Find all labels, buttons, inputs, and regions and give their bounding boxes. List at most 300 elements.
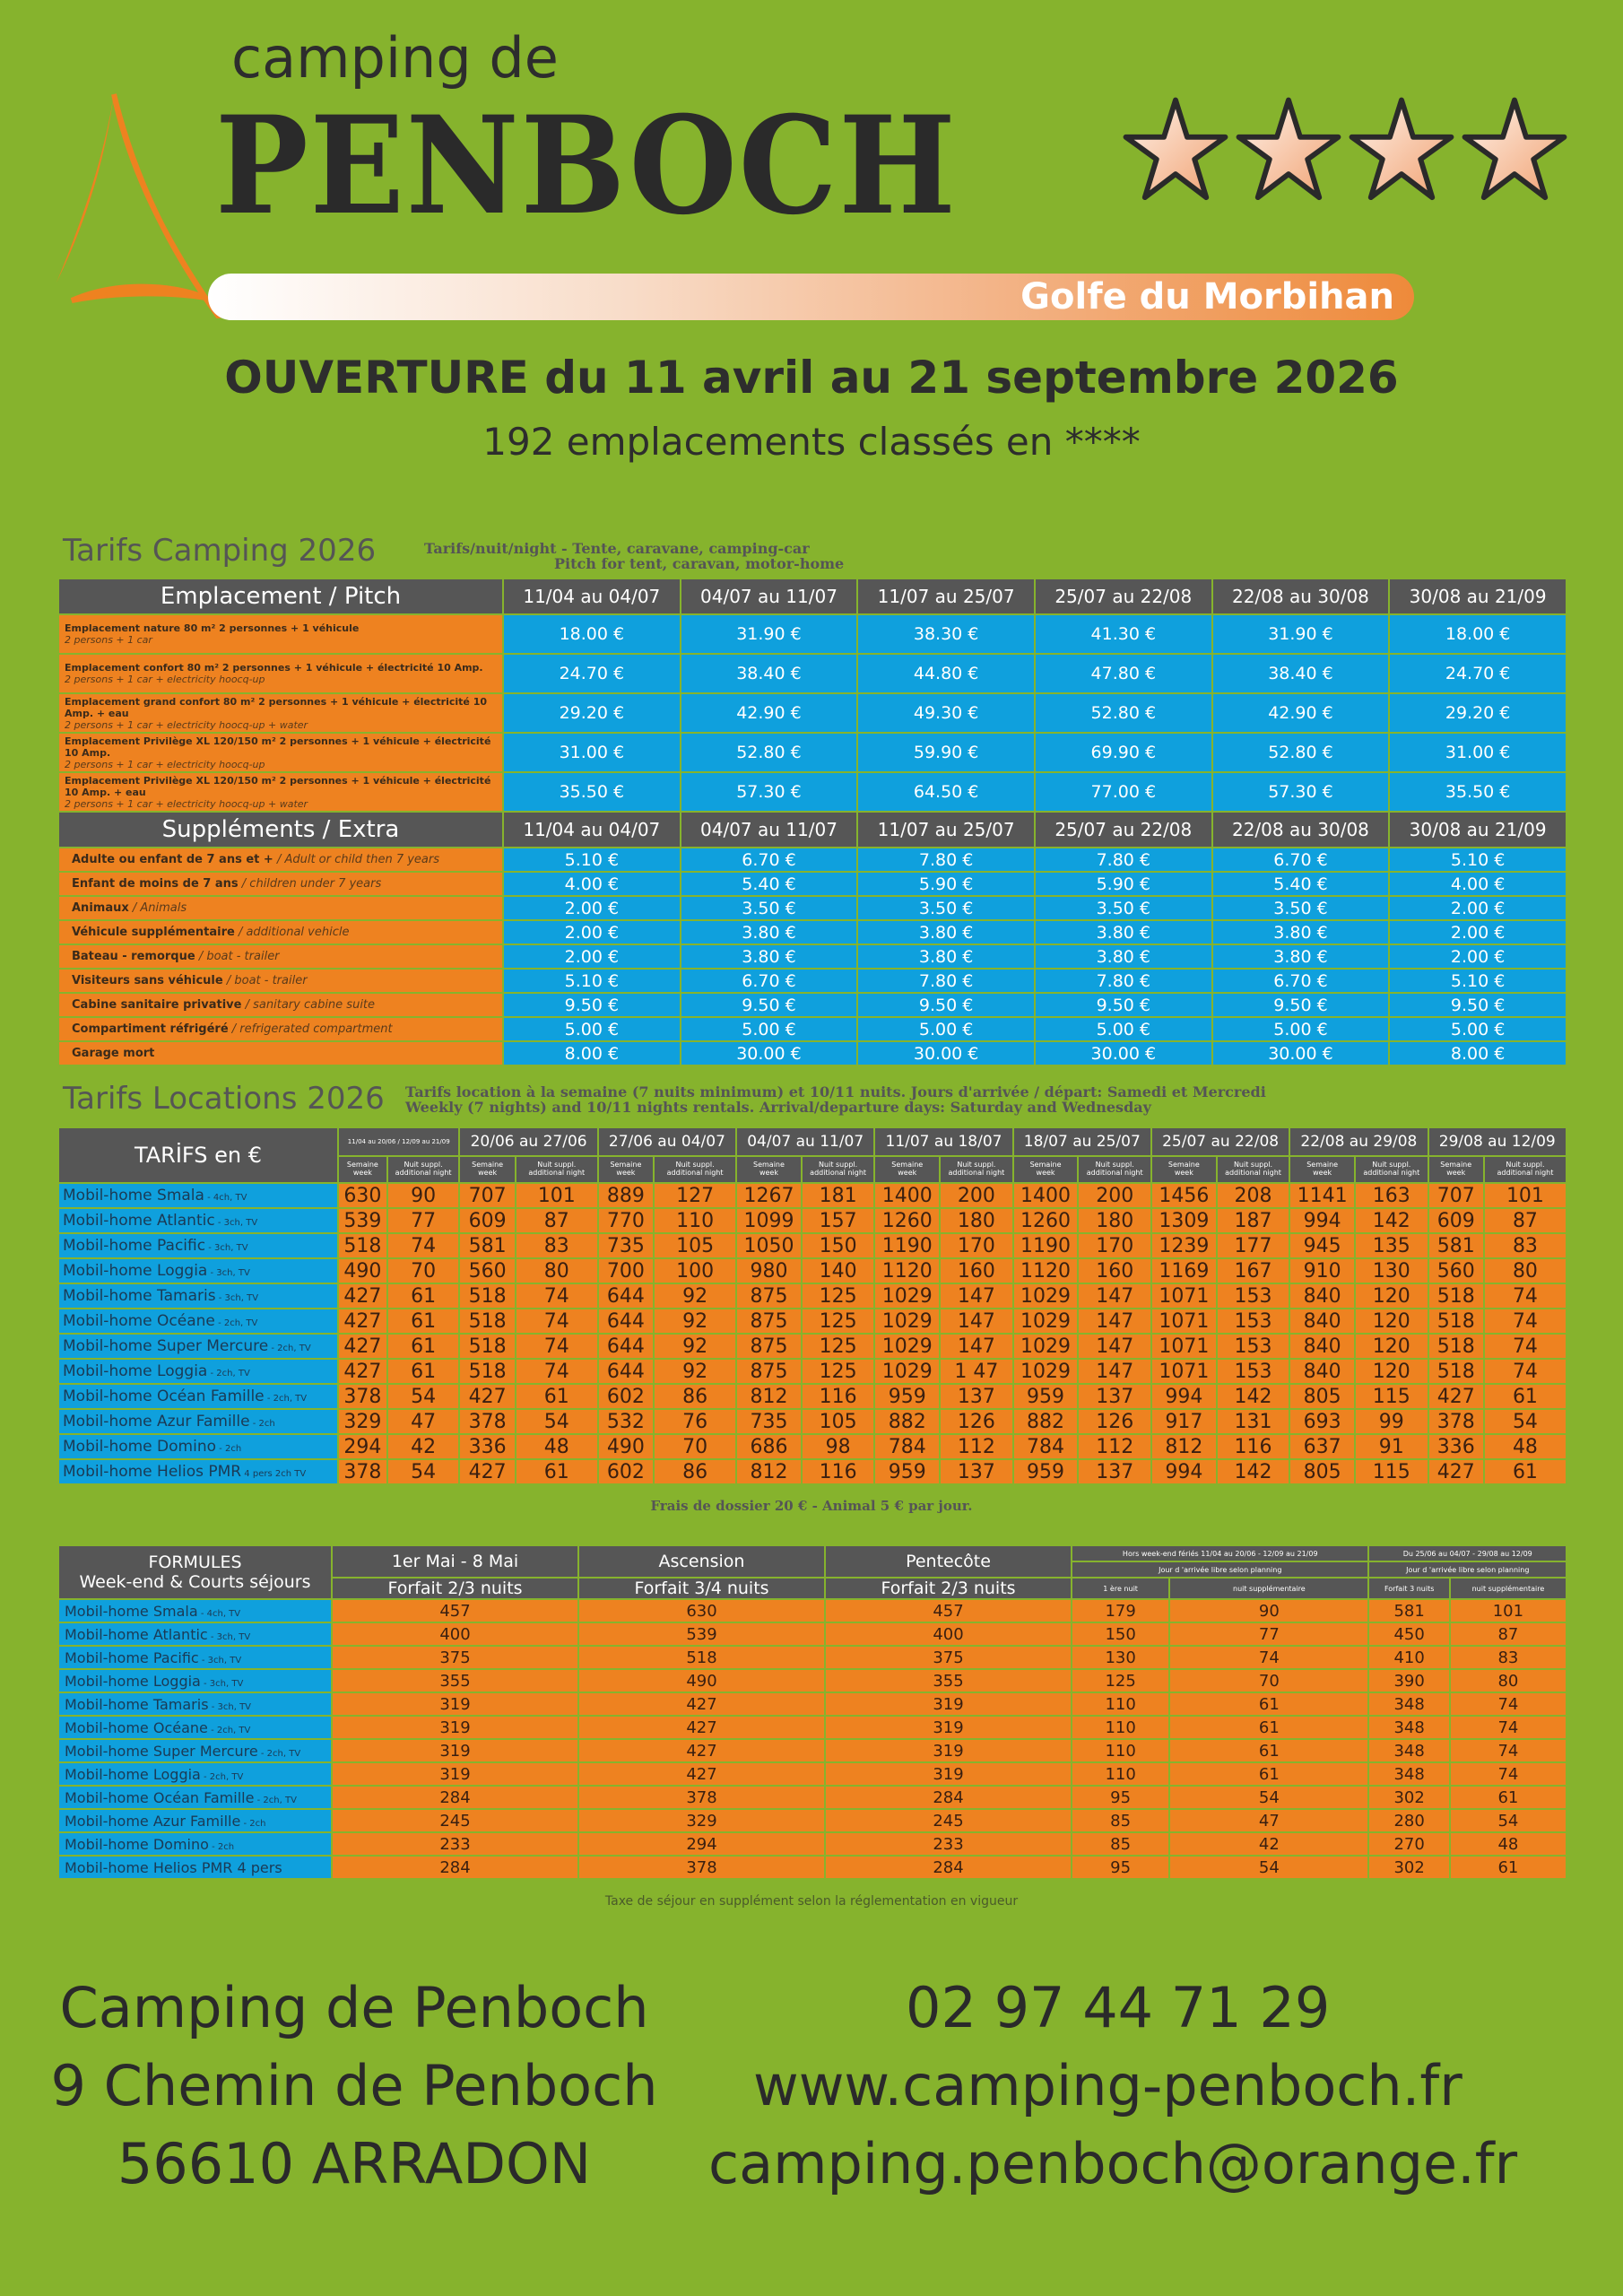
price-cell: 490 (338, 1258, 387, 1283)
period-header: 04/07 au 11/07 (736, 1127, 874, 1156)
model-name: Mobil-home Azur Famille (63, 1413, 250, 1431)
price-cell: 5.10 € (503, 969, 681, 993)
price-cell: 8.00 € (503, 1041, 681, 1065)
pitch-name-en: 2 persons + 1 car + electricity hoocq-up (65, 674, 265, 685)
price-cell: 101 (1450, 1599, 1567, 1622)
price-cell: 42 (387, 1434, 460, 1459)
table-row (58, 1692, 1567, 1716)
price-cell: 427 (578, 1739, 825, 1762)
price-cell: 80 (516, 1258, 598, 1283)
price-cell: 302 (1368, 1786, 1449, 1809)
mobile-home-name (58, 1856, 332, 1879)
price-cell: 840 (1289, 1309, 1355, 1334)
price-cell: 390 (1368, 1669, 1449, 1692)
price-cell: 994 (1151, 1459, 1217, 1484)
price-cell: 427 (459, 1459, 515, 1484)
night-subheader (387, 1156, 460, 1183)
table-row (58, 1334, 1567, 1359)
price-cell: 91 (1355, 1434, 1428, 1459)
price-cell: 9.50 € (1035, 993, 1212, 1017)
extra-name-en: / boat - trailer (195, 950, 280, 963)
price-cell: 92 (654, 1283, 736, 1309)
price-cell: 5.10 € (503, 848, 681, 872)
extra-name: Animaux (72, 901, 129, 915)
logo-subtitle: camping de (231, 25, 559, 91)
price-cell: 9.50 € (503, 993, 681, 1017)
table-row (58, 1739, 1567, 1762)
extra-label (58, 896, 503, 920)
star-rating (1123, 97, 1580, 200)
price-cell: 167 (1217, 1258, 1289, 1283)
price-cell: 142 (1355, 1208, 1428, 1233)
table-row (58, 654, 1567, 693)
table-row (58, 920, 1567, 944)
column-header: Emplacement / Pitch (58, 578, 503, 614)
price-cell: 44.80 € (857, 654, 1035, 693)
week-subheader (736, 1156, 802, 1183)
extra-name-en: / sanitary cabine suite (241, 998, 376, 1012)
price-cell: 427 (1428, 1384, 1484, 1409)
price-cell: 49.30 € (857, 693, 1035, 733)
price-cell: 319 (825, 1739, 1072, 1762)
price-cell: 917 (1151, 1409, 1217, 1434)
price-cell: 427 (578, 1692, 825, 1716)
price-cell: 105 (654, 1233, 736, 1258)
model-detail: - 2ch (216, 1444, 242, 1454)
model-detail: - 3ch, TV (205, 1243, 248, 1253)
week-subheader (1428, 1156, 1484, 1183)
table-row (58, 1309, 1567, 1334)
price-cell: 74 (1484, 1334, 1567, 1359)
price-cell: 1029 (1013, 1283, 1079, 1309)
price-cell: 31.00 € (503, 733, 681, 772)
price-cell: 83 (1450, 1646, 1567, 1669)
subheader-line: week (1174, 1169, 1193, 1177)
price-cell: 630 (338, 1183, 387, 1208)
price-cell: 602 (598, 1384, 654, 1409)
price-cell: 581 (1368, 1599, 1449, 1622)
price-cell: 518 (1428, 1359, 1484, 1384)
price-cell: 181 (802, 1183, 874, 1208)
table-row (58, 1459, 1567, 1484)
price-cell: 3.80 € (681, 920, 858, 944)
price-cell: 4.00 € (1389, 872, 1567, 896)
holiday-header: 1er Mai - 8 Mai (332, 1545, 578, 1578)
region-banner (208, 274, 1414, 320)
subheader-line: Semaine (1440, 1161, 1472, 1170)
table-row (58, 993, 1567, 1017)
mobile-home-name (58, 1809, 332, 1832)
night-subheader (802, 1156, 874, 1183)
price-cell: 644 (598, 1359, 654, 1384)
formules-corner (58, 1545, 332, 1599)
price-cell: 200 (1078, 1183, 1150, 1208)
price-cell: 5.90 € (857, 872, 1035, 896)
subheader-line: week (478, 1169, 498, 1177)
price-cell: 83 (1484, 1233, 1567, 1258)
price-cell: 61 (1169, 1716, 1368, 1739)
night-subheader (940, 1156, 1012, 1183)
price-cell: 5.00 € (1212, 1017, 1390, 1041)
table-row (58, 1183, 1567, 1208)
price-cell: 1260 (1013, 1208, 1079, 1233)
extra-name: Adulte ou enfant de 7 ans et + (72, 853, 273, 866)
table-row (58, 1622, 1567, 1646)
night-subheader (516, 1156, 598, 1183)
model-detail: - 2ch, TV (254, 1795, 297, 1805)
price-cell: 2.00 € (1389, 944, 1567, 969)
price-cell: 74 (1484, 1309, 1567, 1334)
price-cell: 74 (1450, 1762, 1567, 1786)
price-cell: 427 (338, 1309, 387, 1334)
price-cell: 115 (1355, 1459, 1428, 1484)
price-cell: 90 (387, 1183, 460, 1208)
price-cell: 130 (1072, 1646, 1169, 1669)
subheader-line: additional night (1497, 1169, 1554, 1177)
column-subheader: nuit supplémentaire (1169, 1578, 1368, 1599)
price-cell: 116 (802, 1459, 874, 1484)
price-cell: 2.00 € (503, 896, 681, 920)
rental-rates-table (57, 1126, 1567, 1485)
table-row (58, 848, 1567, 872)
price-cell: 319 (825, 1692, 1072, 1716)
contact-phone[interactable]: 02 97 44 71 29 (906, 1975, 1331, 2040)
price-cell: 74 (387, 1233, 460, 1258)
extra-name-en: / Animals (128, 901, 187, 915)
price-cell: 160 (940, 1258, 1012, 1283)
contact-city: 56610 ARRADON (117, 2131, 592, 2196)
model-detail: - 2ch (249, 1419, 275, 1429)
mobile-home-name (58, 1459, 338, 1484)
price-cell: 378 (578, 1786, 825, 1809)
price-cell: 644 (598, 1309, 654, 1334)
price-cell: 77 (1169, 1622, 1368, 1646)
price-cell: 1120 (874, 1258, 940, 1283)
table-row (58, 1258, 1567, 1283)
model-name: Mobil-home Pacific (65, 1648, 199, 1666)
price-cell: 41.30 € (1035, 614, 1212, 654)
price-cell: 427 (338, 1334, 387, 1359)
price-cell: 127 (654, 1183, 736, 1208)
price-cell: 770 (598, 1208, 654, 1233)
price-cell: 294 (338, 1434, 387, 1459)
subheader-line: week (1446, 1169, 1466, 1177)
mobile-home-name (58, 1762, 332, 1786)
price-cell: 74 (1484, 1359, 1567, 1384)
extra-label (58, 872, 503, 896)
mobile-home-name (58, 1359, 338, 1384)
subheader-line: week (898, 1169, 917, 1177)
pitch-name: Emplacement confort 80 m² 2 personnes + 1 véhicule + électricité 10 Amp. (65, 662, 483, 674)
period-header: 11/04 au 20/06 / 12/09 au 21/09 (338, 1127, 459, 1156)
price-cell: 3.80 € (681, 944, 858, 969)
price-cell: 427 (459, 1384, 515, 1409)
period-header: 25/07 au 22/08 (1035, 578, 1212, 614)
price-cell: 3.80 € (857, 944, 1035, 969)
price-cell: 410 (1368, 1646, 1449, 1669)
subheader-line: week (352, 1169, 372, 1177)
brand-name: PENBOCH (215, 87, 958, 245)
price-cell: 355 (825, 1669, 1072, 1692)
price-cell: 61 (1169, 1739, 1368, 1762)
period-header: 22/08 au 30/08 (1212, 578, 1390, 614)
star-icon (1123, 97, 1228, 203)
subheader-line: week (1313, 1169, 1332, 1177)
price-cell: 581 (459, 1233, 515, 1258)
package-header: Forfait 2/3 nuits (332, 1578, 578, 1599)
price-cell: 1400 (874, 1183, 940, 1208)
price-cell: 532 (598, 1409, 654, 1434)
price-cell: 101 (516, 1183, 598, 1208)
price-cell: 85 (1072, 1832, 1169, 1856)
week-subheader (1151, 1156, 1217, 1183)
price-cell: 74 (516, 1283, 598, 1309)
price-cell: 4.00 € (503, 872, 681, 896)
period-header: 22/08 au 29/08 (1289, 1127, 1428, 1156)
mobile-home-name (58, 1233, 338, 1258)
region-label: Golfe du Morbihan (1020, 276, 1394, 317)
table-header-row (58, 1545, 1567, 1561)
extra-name-en: / refrigerated compartment (228, 1022, 393, 1036)
price-cell: 208 (1217, 1183, 1289, 1208)
extra-name: Véhicule supplémentaire (72, 926, 235, 939)
price-cell: 31.90 € (681, 614, 858, 654)
price-cell: 200 (940, 1183, 1012, 1208)
subheader-line: Semaine (753, 1161, 785, 1170)
period-header: 20/06 au 27/06 (459, 1127, 597, 1156)
price-cell: 959 (874, 1384, 940, 1409)
price-cell: 319 (825, 1762, 1072, 1786)
price-cell: 609 (1428, 1208, 1484, 1233)
price-cell: 518 (578, 1646, 825, 1669)
price-cell: 110 (1072, 1692, 1169, 1716)
price-cell: 5.00 € (857, 1017, 1035, 1041)
subheader-line: week (759, 1169, 778, 1177)
subheader-line: additional night (948, 1169, 1005, 1177)
model-name: Mobil-home Océane (65, 1718, 208, 1736)
model-name: Mobil-home Loggia (65, 1765, 201, 1783)
extra-name: Enfant de moins de 7 ans (72, 877, 239, 891)
table-row (58, 733, 1567, 772)
subheader-line: Semaine (1306, 1161, 1339, 1170)
price-cell: 137 (1078, 1384, 1150, 1409)
price-cell: 147 (940, 1283, 1012, 1309)
pitch-name: Emplacement grand confort 80 m² 2 personnes + 1 véhicule + électricité 10 Amp. + eau (65, 695, 488, 719)
pitch-name: Emplacement Privilège XL 120/150 m² 2 personnes + 1 véhicule + électricité 10 Amp. (65, 735, 491, 759)
price-cell: 2.00 € (1389, 920, 1567, 944)
price-cell: 294 (578, 1832, 825, 1856)
price-cell: 86 (654, 1459, 736, 1484)
period-header: 11/04 au 04/07 (503, 812, 681, 848)
subheader-line: additional night (1225, 1169, 1281, 1177)
price-cell: 86 (654, 1384, 736, 1409)
price-cell: 3.80 € (1035, 920, 1212, 944)
price-cell: 994 (1151, 1384, 1217, 1409)
price-cell: 707 (1428, 1183, 1484, 1208)
price-cell: 147 (1078, 1334, 1150, 1359)
model-name: Mobil-home Azur Famille (65, 1812, 241, 1830)
period-header: 27/06 au 04/07 (598, 1127, 736, 1156)
contact-address: 9 Chemin de Penboch (50, 2053, 658, 2118)
price-cell: 52.80 € (1212, 733, 1390, 772)
price-cell: 170 (940, 1233, 1012, 1258)
mobile-home-name (58, 1384, 338, 1409)
table-row (58, 944, 1567, 969)
mobile-home-name (58, 1622, 332, 1646)
price-cell: 1029 (1013, 1334, 1079, 1359)
price-cell: 64.50 € (857, 772, 1035, 812)
price-cell: 329 (578, 1809, 825, 1832)
price-cell: 18.00 € (503, 614, 681, 654)
model-detail: - 2ch, TV (207, 1369, 250, 1378)
price-cell: 76 (654, 1409, 736, 1434)
price-cell: 1029 (1013, 1309, 1079, 1334)
price-cell: 179 (1072, 1599, 1169, 1622)
price-cell: 1169 (1151, 1258, 1217, 1283)
price-cell: 150 (802, 1233, 874, 1258)
period-header: 11/04 au 04/07 (503, 578, 681, 614)
price-cell: 157 (802, 1208, 874, 1233)
price-cell: 378 (578, 1856, 825, 1879)
price-cell: 105 (802, 1409, 874, 1434)
price-cell: 110 (1072, 1762, 1169, 1786)
price-cell: 61 (1169, 1692, 1368, 1716)
price-cell: 3.80 € (1212, 944, 1390, 969)
price-cell: 284 (332, 1856, 578, 1879)
price-cell: 8.00 € (1389, 1041, 1567, 1065)
price-cell: 140 (802, 1258, 874, 1283)
price-cell: 57.30 € (681, 772, 858, 812)
price-cell: 61 (387, 1309, 460, 1334)
price-cell: 9.50 € (857, 993, 1035, 1017)
model-name: Mobil-home Océan Famille (63, 1387, 265, 1405)
model-detail: - 2ch, TV (214, 1318, 258, 1328)
price-cell: 125 (802, 1334, 874, 1359)
price-cell: 875 (736, 1283, 802, 1309)
note-line: Tarifs location à la semaine (7 nuits minimum) et 10/11 nuits. Jours d'arrivée / départ: Samedi et Mercredi (405, 1083, 1266, 1100)
extra-name: Cabine sanitaire privative (72, 998, 242, 1012)
price-cell: 427 (338, 1283, 387, 1309)
price-cell: 120 (1355, 1283, 1428, 1309)
column-subheader: nuit supplémentaire (1450, 1578, 1567, 1599)
price-cell: 42 (1169, 1832, 1368, 1856)
table-row (58, 1832, 1567, 1856)
period-header: 11/07 au 18/07 (874, 1127, 1012, 1156)
period-header: 18/07 au 25/07 (1013, 1127, 1151, 1156)
price-cell: 3.80 € (1212, 920, 1390, 944)
price-cell: 319 (825, 1716, 1072, 1739)
price-cell: 120 (1355, 1309, 1428, 1334)
model-detail: - 3ch, TV (207, 1268, 250, 1278)
price-cell: 110 (1072, 1739, 1169, 1762)
extra-label (58, 993, 503, 1017)
price-cell: 38.40 € (681, 654, 858, 693)
table-row (58, 1434, 1567, 1459)
model-name: Mobil-home Atlantic (65, 1625, 208, 1643)
price-cell: 700 (598, 1258, 654, 1283)
column-subheader: Forfait 3 nuits (1368, 1578, 1449, 1599)
model-detail: - 2ch, TV (207, 1725, 251, 1735)
price-cell: 180 (1078, 1208, 1150, 1233)
model-name: Mobil-home Loggia (65, 1672, 201, 1690)
table-row (58, 614, 1567, 654)
contact-website-link[interactable]: www.camping-penboch.fr (753, 2053, 1462, 2118)
mobile-home-name (58, 1599, 332, 1622)
price-cell: 375 (332, 1646, 578, 1669)
price-cell: 187 (1217, 1208, 1289, 1233)
contact-email-link[interactable]: camping.penboch@orange.fr (708, 2131, 1518, 2196)
price-cell: 116 (802, 1384, 874, 1409)
price-cell: 581 (1428, 1233, 1484, 1258)
price-cell: 233 (825, 1832, 1072, 1856)
price-cell: 336 (459, 1434, 515, 1459)
holiday-header: Ascension (578, 1545, 825, 1578)
table-header-row (58, 578, 1567, 614)
price-cell: 302 (1368, 1856, 1449, 1879)
price-cell: 9.50 € (681, 993, 858, 1017)
extra-name: Garage mort (72, 1047, 155, 1060)
period-header: 25/07 au 22/08 (1035, 812, 1212, 848)
price-cell: 378 (459, 1409, 515, 1434)
price-cell: 61 (1484, 1384, 1567, 1409)
night-subheader (654, 1156, 736, 1183)
price-cell: 450 (1368, 1622, 1449, 1646)
price-cell: 61 (516, 1384, 598, 1409)
subheader-line: Nuit suppl. (1095, 1161, 1134, 1170)
price-cell: 284 (332, 1786, 578, 1809)
pitch-name: Emplacement Privilège XL 120/150 m² 2 personnes + 1 véhicule + électricité 10 Amp. + eau (65, 774, 491, 798)
extra-label (58, 969, 503, 993)
price-cell: 882 (1013, 1409, 1079, 1434)
price-cell: 80 (1484, 1258, 1567, 1283)
group-header: Du 25/06 au 04/07 - 29/08 au 12/09 (1368, 1545, 1567, 1561)
price-cell: 48 (1484, 1434, 1567, 1459)
table-header-row (58, 1127, 1567, 1156)
model-detail: - 2ch (240, 1818, 266, 1829)
model-name: Mobil-home Océane (63, 1312, 215, 1330)
mobile-home-name (58, 1183, 338, 1208)
price-cell: 245 (825, 1809, 1072, 1832)
week-subheader (874, 1156, 940, 1183)
price-cell: 42.90 € (681, 693, 858, 733)
price-cell: 490 (578, 1669, 825, 1692)
price-cell: 170 (1078, 1233, 1150, 1258)
price-cell: 180 (940, 1208, 1012, 1233)
table-row (58, 1409, 1567, 1434)
price-cell: 3.50 € (1035, 896, 1212, 920)
model-name: Mobil-home Helios PMR 4 pers (65, 1858, 282, 1876)
price-cell: 280 (1368, 1809, 1449, 1832)
model-detail: 4 pers 2ch TV (241, 1469, 307, 1479)
pitch-label (58, 614, 503, 654)
price-cell: 1071 (1151, 1334, 1217, 1359)
price-cell: 840 (1289, 1359, 1355, 1384)
price-cell: 59.90 € (857, 733, 1035, 772)
price-cell: 61 (387, 1359, 460, 1384)
price-cell: 95 (1072, 1856, 1169, 1879)
price-cell: 5.00 € (1035, 1017, 1212, 1041)
pitch-label (58, 654, 503, 693)
price-cell: 355 (332, 1669, 578, 1692)
price-cell: 348 (1368, 1716, 1449, 1739)
price-cell: 457 (332, 1599, 578, 1622)
pitch-name-en: 2 persons + 1 car + electricity hoocq-up + water (65, 718, 308, 731)
price-cell: 889 (598, 1183, 654, 1208)
model-name: Mobil-home Domino (63, 1438, 216, 1456)
subheader-line: additional night (666, 1169, 724, 1177)
extra-name-en: / additional vehicle (234, 926, 350, 939)
rates-corner-label: TARİFS en € (58, 1127, 338, 1183)
